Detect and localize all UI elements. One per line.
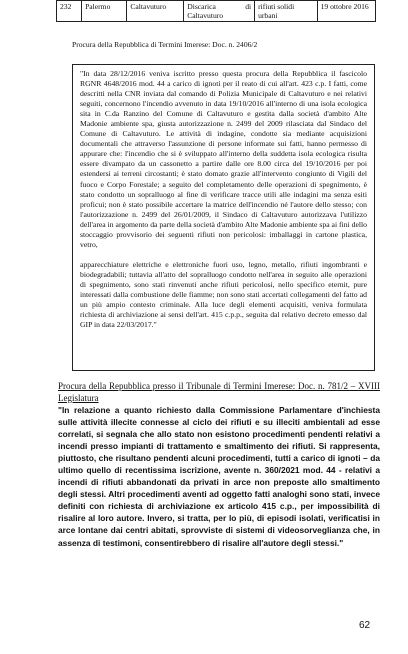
cell-site-word3: Caltavuturo — [187, 11, 224, 20]
cell-province: Palermo — [82, 1, 127, 22]
cell-waste-type — [255, 1, 318, 22]
excerpt-paragraph: "In data 28/12/2016 veniva iscritto presso questa procura della Repubblica il fascicolo RGNR 4648/2016 mod. 44 a carico di ignoti per il reato di cui all'art. 423 c.p. I fatti, come descritti nella CNR inviata dal comando di Polizia Municipale di Caltavuturo e nei relativi seguiti, concernono l'incendio avvenuto in data 19/10/2016 all'interno di una isola ecologica sita in C.da Ranzino del Comune di Caltavuturo e gestita dalla società d'ambito Alte Madonie ambiente spa, giusta autorizzazione n. 2499 del 2009 rilasciata dal Sindaco del Comune di Caltavuturo. Le attività di indagine, condotte sia mediante acquisizioni documentali che attraverso l'assunzione di persone informate sui fatti, hanno permesso di appurare che: l'incendio che si è sviluppato all'interno della suddetta isola ecologica risulta essere divampato da un cassonetto a partire dalle ore 8.00 circa del 19/10/2016 per poi estendersi ai terreni circostanti; è stato domato grazie all'intervento congiunto di Vigili del fuoco e Corpo Forestale; a seguito del completamento delle operazioni di spegnimento, è stato condotto un sopralluogo al fine di verificare tracce utili alle indagini ma senza esiti proficui; non è stato possibile accertare la matrice dell'incendio né l'autore dello stesso; con l'autorizzazione n. 2499 del 26/01/2009, il Sindaco di Caltavuturo autorizzava l'utilizzo dell'area in argomento da parte della società d'ambito Alte Madonie ambiente spa ai fini dello stoccaggio provvisorio dei seguenti rifiuti non pericolosi: imballaggi in cartone plastica, vetro, — [80, 69, 367, 249]
page-number: 62 — [359, 620, 371, 631]
cell-site-word2: di — [245, 2, 252, 11]
quoted-excerpt-box — [72, 64, 375, 371]
source-reference-tribunale: Procura della Repubblica presso il Tribunale di Termini Imerese: Doc. n. 781/2 – XVIII Legislatura — [58, 381, 380, 403]
source-reference-termini: Procura della Repubblica di Termini Imerese: Doc. n. 2406/2 — [72, 40, 258, 49]
cell-waste-line2: urbani — [258, 11, 278, 20]
bold-quotation: "In relazione a quanto richiesto dalla Commissione Parlamentare d'inchiesta sulle attività illecite connesse al ciclo dei rifiuti e su illeciti ambientali ad esse correlati, si segnala che allo stato non esistono procedimenti pendenti relativi a incendi presso impianti di trattamento e smaltimento dei rifiuti. Si rappresenta, piuttosto, che risultano pendenti alcuni procedimenti, tutti a carico di ignoti – da ultimo quello di recentissima iscrizione, avente n. 360/2021 mod. 44 - relativi a incendi di rifiuti abbandonati da privati in arce non preposte allo smaltimento degli stessi. Altri procedimenti aventi ad oggetto fatti analoghi sono stati, invece definiti con richiesta di archiviazione ex articolo 415 c.p., per impossibilità di risalire al loro autore. Invero, si tratta, per lo più, di episodi isolati, verificatisi in arce lontane dai centri abitati, sprovviste di sistemi di videosorveglianza che, in assenza di testimoni, consentirebbero di risalire all'autore degli stessi." — [58, 405, 380, 548]
cell-site — [184, 1, 255, 22]
table-row — [57, 1, 376, 22]
excerpt-paragraph: apparecchiature elettriche e elettroniche fuori uso, legno, metallo, rifiuti ingombranti e biodegradabili; tuttavia all'atto del sopralluogo condotto nell'area in seguito alle operazioni di spegnimento, sono stati rinvenuti anche rifiuti pericolosi, nello specifico eternit, pure interessati dalla combustione delle fiamme; non sono stati accertati collegamenti del fatto ad un più ampio contesto criminale. Alla luce degli elementi acquisiti, veniva formulata richiesta di archiviazione ai sensi dell'art. 415 c.p.p., seguita dal relativo decreto emesso dal GIP in data 22/03/2017." — [80, 259, 367, 330]
cell-number: 232 — [57, 1, 82, 22]
cell-waste-line1: rifiuti solidi — [258, 2, 295, 11]
cell-date: 19 ottobre 2016 — [317, 1, 375, 22]
cell-site-word1: Discarica — [187, 2, 216, 11]
incidents-table-fragment — [56, 0, 376, 22]
cell-municipality: Caltavuturo — [127, 1, 184, 22]
